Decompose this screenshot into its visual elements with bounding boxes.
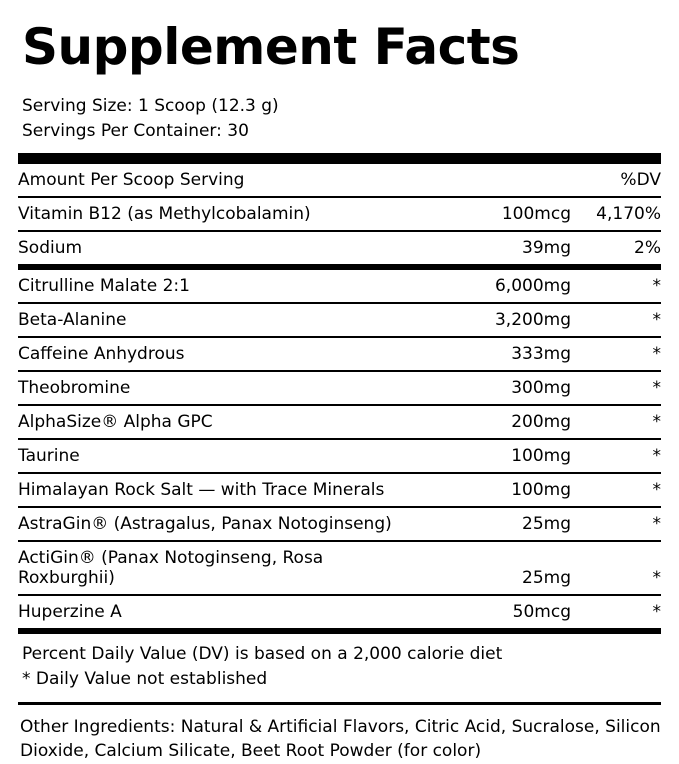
footnotes bbox=[22, 642, 661, 691]
table-row bbox=[18, 371, 661, 405]
header-spacer bbox=[421, 164, 571, 197]
nutrient-dv: * bbox=[571, 507, 661, 541]
nutrient-dv: * bbox=[571, 303, 661, 337]
divider-bottom bbox=[18, 702, 661, 705]
table-row bbox=[18, 303, 661, 337]
nutrient-amount: 200mg bbox=[421, 405, 571, 439]
nutrient-amount: 6,000mg bbox=[421, 270, 571, 303]
nutrient-name: Caffeine Anhydrous bbox=[18, 337, 421, 371]
serving-info bbox=[22, 94, 661, 143]
nutrient-name: Citrulline Malate 2:1 bbox=[18, 270, 421, 303]
nutrient-dv: * bbox=[571, 473, 661, 507]
nutrient-dv: 4,170% bbox=[571, 198, 661, 231]
divider-medium-bottom bbox=[18, 628, 661, 634]
nutrient-name: Vitamin B12 (as Methylcobalamin) bbox=[18, 198, 421, 231]
table-row bbox=[18, 541, 661, 595]
table-row bbox=[18, 231, 661, 264]
nutrient-name: AlphaSize® Alpha GPC bbox=[18, 405, 421, 439]
nutrient-dv: * bbox=[571, 270, 661, 303]
table-row bbox=[18, 405, 661, 439]
footnote-star: * Daily Value not established bbox=[22, 668, 268, 689]
nutrient-dv: * bbox=[571, 337, 661, 371]
header-dv-label: %DV bbox=[571, 164, 661, 197]
nutrient-amount: 100mcg bbox=[421, 198, 571, 231]
table-row bbox=[18, 198, 661, 231]
nutrient-amount: 300mg bbox=[421, 371, 571, 405]
table-row bbox=[18, 439, 661, 473]
table-row bbox=[18, 337, 661, 371]
nutrient-name: Taurine bbox=[18, 439, 421, 473]
nutrient-name: Sodium bbox=[18, 238, 83, 259]
nutrients-group-one bbox=[18, 198, 661, 264]
nutrients-group-two bbox=[18, 270, 661, 628]
nutrient-dv: 2% bbox=[634, 238, 661, 259]
table-row bbox=[18, 507, 661, 541]
header-amount-label: Amount Per Scoop Serving bbox=[18, 164, 421, 197]
table-row bbox=[18, 473, 661, 507]
other-ingredients: Other Ingredients: Natural & Artificial Flavors, Citric Acid, Sucralose, Silicon Dioxide, Calcium Silicate, Beet Root Powder (for color) bbox=[20, 716, 661, 762]
servings-per-container: Servings Per Container: 30 bbox=[22, 120, 249, 141]
table-header-row bbox=[18, 164, 661, 197]
nutrient-amount: 50mcg bbox=[512, 602, 571, 623]
divider-thick-top bbox=[18, 153, 661, 164]
nutrient-name: Himalayan Rock Salt — with Trace Minerals bbox=[18, 473, 421, 507]
table-row bbox=[18, 270, 661, 303]
nutrient-dv: * bbox=[571, 405, 661, 439]
amount-header-table bbox=[18, 164, 661, 198]
nutrient-amount: 100mg bbox=[421, 473, 571, 507]
nutrient-amount: 3,200mg bbox=[421, 303, 571, 337]
nutrient-amount: 333mg bbox=[421, 337, 571, 371]
nutrient-amount: 25mg bbox=[421, 507, 571, 541]
table-row bbox=[18, 595, 661, 628]
nutrient-name: ActiGin® (Panax Notoginseng, Rosa Roxburghii) bbox=[18, 541, 421, 595]
page-title: Supplement Facts bbox=[22, 18, 520, 76]
nutrient-name: Theobromine bbox=[18, 371, 421, 405]
nutrient-amount: 25mg bbox=[421, 541, 571, 595]
nutrient-dv: * bbox=[571, 371, 661, 405]
nutrient-dv: * bbox=[571, 439, 661, 473]
nutrient-name: Huperzine A bbox=[18, 602, 122, 623]
nutrient-amount: 100mg bbox=[421, 439, 571, 473]
nutrient-name: Beta-Alanine bbox=[18, 303, 421, 337]
nutrient-name: AstraGin® (Astragalus, Panax Notoginseng) bbox=[18, 507, 421, 541]
nutrient-dv: * bbox=[571, 541, 661, 595]
nutrient-dv: * bbox=[652, 602, 661, 623]
footnote-daily-value: Percent Daily Value (DV) is based on a 2,000 calorie diet bbox=[22, 644, 503, 665]
serving-size: Serving Size: 1 Scoop (12.3 g) bbox=[22, 96, 279, 116]
nutrient-amount: 39mg bbox=[522, 238, 571, 259]
